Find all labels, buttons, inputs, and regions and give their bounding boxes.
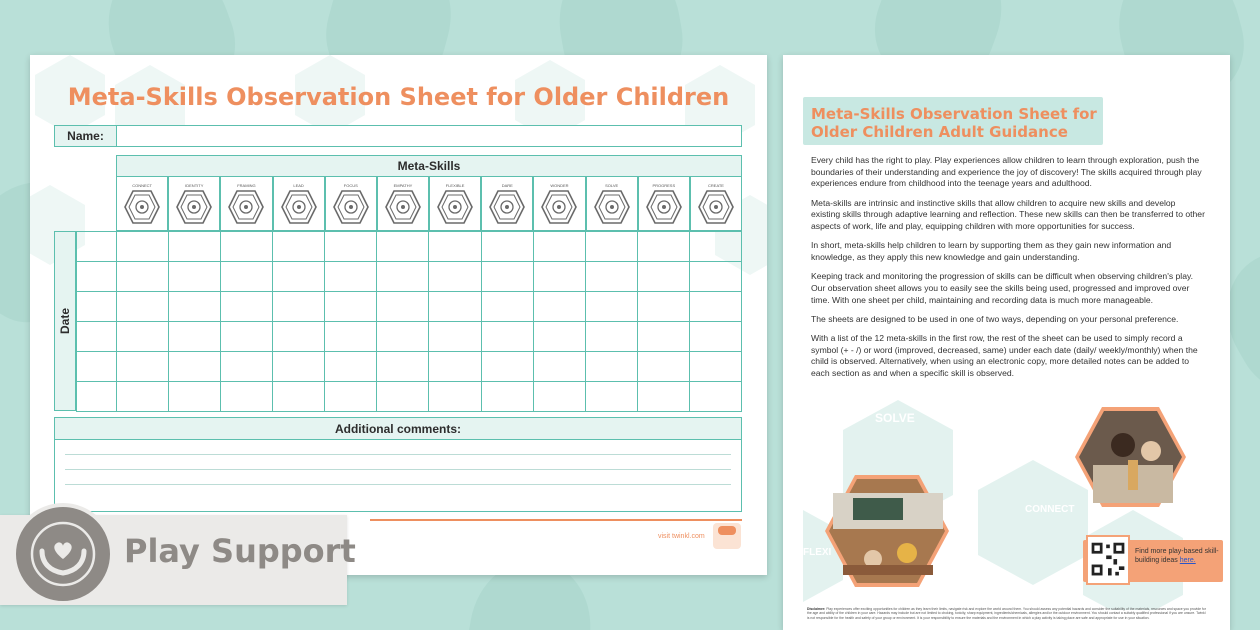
- dare-icon: [489, 190, 525, 224]
- observation-cell[interactable]: [689, 292, 741, 322]
- observation-cell[interactable]: [325, 232, 377, 262]
- observation-cell[interactable]: [429, 322, 481, 352]
- observation-cell[interactable]: [637, 322, 689, 352]
- observation-cell[interactable]: [221, 292, 273, 322]
- observation-cell[interactable]: [689, 382, 741, 412]
- observation-cell[interactable]: [533, 352, 585, 382]
- qr-code-icon[interactable]: [1086, 535, 1130, 585]
- observation-cell[interactable]: [689, 262, 741, 292]
- skill-label: IDENTITY: [185, 183, 204, 188]
- observation-cell[interactable]: [169, 322, 221, 352]
- identity-icon: [176, 190, 212, 224]
- observation-cell[interactable]: [585, 322, 637, 352]
- create-icon: [698, 190, 734, 224]
- date-column: [54, 231, 76, 411]
- disclaimer: [807, 607, 1207, 620]
- date-cell[interactable]: [77, 262, 117, 292]
- observation-cell[interactable]: [273, 352, 325, 382]
- observation-cell[interactable]: [221, 262, 273, 292]
- observation-cell[interactable]: [221, 352, 273, 382]
- progress-icon: [646, 190, 682, 224]
- comment-line: [65, 454, 731, 455]
- date-label: Date: [58, 307, 73, 335]
- guidance-paragraph: In short, meta-skills help children to learn by supporting them as they gain new information and knowledge, as they apply this new knowledge and gain understanding.: [811, 240, 1172, 262]
- date-cell[interactable]: [77, 292, 117, 322]
- skill-cell: [220, 177, 272, 231]
- comments-header: Additional comments:: [55, 418, 741, 440]
- classroom-photo-hands-up: [823, 473, 951, 589]
- skill-cell: [690, 177, 742, 231]
- deco-word: SOLVE: [875, 411, 915, 425]
- observation-cell[interactable]: [533, 232, 585, 262]
- name-field[interactable]: [117, 126, 741, 146]
- observation-cell[interactable]: [481, 262, 533, 292]
- observation-cell[interactable]: [533, 322, 585, 352]
- skill-cell: [533, 177, 585, 231]
- sheet-title: Meta-Skills Observation Sheet for Older Children: [67, 83, 730, 111]
- observation-cell[interactable]: [325, 322, 377, 352]
- observation-cell[interactable]: [377, 232, 429, 262]
- name-label: Name:: [55, 126, 117, 146]
- observation-cell[interactable]: [117, 262, 169, 292]
- observation-cell[interactable]: [377, 382, 429, 412]
- skill-label: FLEXIBLE: [445, 183, 465, 188]
- footer-url[interactable]: visit twinkl.com: [658, 533, 705, 540]
- wonder-icon: [541, 190, 577, 224]
- observation-cell[interactable]: [273, 382, 325, 412]
- guidance-title-line1: Meta-Skills Observation Sheet for: [811, 105, 1097, 123]
- table-row: [77, 292, 742, 322]
- connect-icon: [124, 190, 160, 224]
- guidance-title-line2: Older Children Adult Guidance: [811, 123, 1068, 141]
- observation-cell[interactable]: [637, 232, 689, 262]
- comment-line: [65, 469, 731, 470]
- twinkl-logo: [713, 523, 741, 549]
- comment-lines[interactable]: [55, 454, 741, 485]
- observation-cell[interactable]: [585, 352, 637, 382]
- empathy-icon: [385, 190, 421, 224]
- observation-cell[interactable]: [221, 322, 273, 352]
- observation-cell[interactable]: [169, 382, 221, 412]
- deco-word: FLEXI: [803, 547, 832, 558]
- qr-caption-text: Find more play-based skill-building ideas: [1135, 548, 1219, 564]
- meta-skills-header: Meta-Skills: [116, 155, 742, 177]
- observation-cell[interactable]: [637, 352, 689, 382]
- observation-cell[interactable]: [221, 232, 273, 262]
- observation-cell[interactable]: [325, 382, 377, 412]
- deco-word: CONNECT: [1025, 504, 1075, 515]
- observation-cell[interactable]: [481, 322, 533, 352]
- observation-cell[interactable]: [377, 262, 429, 292]
- observation-cell[interactable]: [585, 232, 637, 262]
- date-cell[interactable]: [77, 232, 117, 262]
- solve-icon: [594, 190, 630, 224]
- observation-cell[interactable]: [533, 262, 585, 292]
- table-row: [77, 382, 742, 412]
- skill-icon-row: [116, 177, 742, 231]
- table-row: [77, 262, 742, 292]
- observation-cell[interactable]: [325, 352, 377, 382]
- observation-cell[interactable]: [273, 262, 325, 292]
- observation-cell[interactable]: [377, 322, 429, 352]
- date-cell[interactable]: [77, 322, 117, 352]
- qr-caption: [1135, 547, 1223, 565]
- observation-cell[interactable]: [689, 322, 741, 352]
- skill-label: FRAMING: [237, 183, 256, 188]
- qr-link[interactable]: here.: [1179, 557, 1196, 564]
- observation-cell[interactable]: [325, 262, 377, 292]
- guidance-title: [811, 105, 1111, 141]
- skill-cell: [586, 177, 638, 231]
- observation-cell[interactable]: [169, 262, 221, 292]
- guidance-paragraph: Keeping track and monitoring the progression of skills can be difficult when observing children's play. Our observation sheet allows you to easily see the skills being used, progressed and improved over time. With one sheet per child, maintaining and recording data is much more manageable.: [811, 271, 1194, 305]
- observation-cell[interactable]: [585, 292, 637, 322]
- observation-cell[interactable]: [221, 382, 273, 412]
- observation-cell[interactable]: [117, 352, 169, 382]
- skill-cell: [273, 177, 325, 231]
- observation-cell[interactable]: [169, 352, 221, 382]
- guidance-paragraph: Meta-skills are intrinsic and instinctive skills that allow children to acquire new skills and develop existing skills through adaptive learning and reflection. These new skills can then be transferred to other aspects of work, life and play, equipping children with more opportunities for success.: [811, 197, 1205, 232]
- comment-line: [65, 484, 731, 485]
- observation-cell[interactable]: [481, 382, 533, 412]
- framing-icon: [228, 190, 264, 224]
- data-grid: [76, 231, 742, 412]
- table-row: [77, 322, 742, 352]
- observation-cell[interactable]: [481, 232, 533, 262]
- observation-cell[interactable]: [689, 352, 741, 382]
- skill-label: LEAD: [293, 183, 304, 188]
- skill-label: EMPATHY: [393, 183, 413, 188]
- observation-grid: [54, 155, 742, 411]
- table-row: [77, 352, 742, 382]
- guidance-paragraph: With a list of the 12 meta-skills in the first row, the rest of the sheet can be used to simply record a symbol (+ - /) or word (improved, decreased, same) under each date (daily/ weekly/monthly) when the child is observed. Alternatively, when using an electronic copy, more detailed notes can be added to each section as and when a specific skill is observed.: [811, 332, 1198, 379]
- skill-label: CONNECT: [132, 183, 152, 188]
- skill-cell: [429, 177, 481, 231]
- comments-box: [54, 417, 742, 512]
- footer-bar: [370, 519, 742, 521]
- disclaimer-label: Disclaimer:: [807, 607, 826, 611]
- skill-cell: [168, 177, 220, 231]
- classroom-photo-kids: [1073, 405, 1188, 509]
- skill-cell: [377, 177, 429, 231]
- skill-cell: [481, 177, 533, 231]
- lead-icon: [281, 190, 317, 224]
- disclaimer-text: Play experiences offer exciting opportunities for children as they learn their limits, navigate risk and explore the world around them. You should assess any potential hazards and consider the suitability of the materials, resources and space you provide for the age and ability of the children in your care. Hazards may include but are not limited to choking, toxicity, sharp equipment, ingredients/chemicals, allergies and/or the outdoor environment. You should contact a suitably qualified professional if you are unsure. Twinkl is not responsible for the health and safety of your group or environment. It is your responsibility to ensure the materials and the environment in which a play activity is taking place are safe and appropriate for use in your situation.: [807, 607, 1206, 620]
- guidance-paragraph: Every child has the right to play. Play experiences allow children to learn through exploration, push the boundaries of their understanding and experience the joy of discovery! The skills acquired through play experiences endure from childhood into the teenage years and adulthood.: [811, 155, 1202, 189]
- flexible-icon: [437, 190, 473, 224]
- date-cell[interactable]: [77, 382, 117, 412]
- skill-label: DARE: [501, 183, 513, 188]
- guidance-sheet: [783, 55, 1230, 630]
- observation-cell[interactable]: [273, 232, 325, 262]
- skill-label: FOCUS: [343, 183, 358, 188]
- play-support-label: Play Support: [124, 532, 356, 570]
- observation-cell[interactable]: [637, 382, 689, 412]
- observation-cell[interactable]: [169, 292, 221, 322]
- observation-cell[interactable]: [637, 292, 689, 322]
- skill-label: SOLVE: [605, 183, 619, 188]
- observation-cell[interactable]: [429, 382, 481, 412]
- observation-cell[interactable]: [117, 382, 169, 412]
- guidance-body: [811, 155, 1206, 387]
- observation-cell[interactable]: [325, 292, 377, 322]
- observation-cell[interactable]: [481, 352, 533, 382]
- observation-cell[interactable]: [585, 262, 637, 292]
- observation-cell[interactable]: [481, 292, 533, 322]
- skill-label: CREATE: [708, 183, 724, 188]
- observation-cell[interactable]: [585, 382, 637, 412]
- observation-cell[interactable]: [689, 232, 741, 262]
- observation-cell[interactable]: [429, 232, 481, 262]
- observation-cell[interactable]: [117, 232, 169, 262]
- table-row: [77, 232, 742, 262]
- hands-heart-icon: [12, 503, 114, 605]
- observation-cell[interactable]: [377, 292, 429, 322]
- date-cell[interactable]: [77, 352, 117, 382]
- skill-label: WONDER: [550, 183, 569, 188]
- observation-sheet: [30, 55, 767, 575]
- observation-cell[interactable]: [533, 382, 585, 412]
- observation-cell[interactable]: [429, 262, 481, 292]
- observation-cell[interactable]: [117, 292, 169, 322]
- observation-cell[interactable]: [637, 262, 689, 292]
- guidance-paragraph: The sheets are designed to be used in one of two ways, depending on your personal preference.: [811, 313, 1179, 324]
- skill-cell: [325, 177, 377, 231]
- skill-cell: [116, 177, 168, 231]
- observation-cell[interactable]: [273, 322, 325, 352]
- observation-cell[interactable]: [533, 292, 585, 322]
- observation-cell[interactable]: [273, 292, 325, 322]
- focus-icon: [333, 190, 369, 224]
- observation-cell[interactable]: [429, 292, 481, 322]
- skill-cell: [638, 177, 690, 231]
- skill-label: PROGRESS: [652, 183, 676, 188]
- observation-cell[interactable]: [377, 352, 429, 382]
- name-row: [54, 125, 742, 147]
- observation-cell[interactable]: [169, 232, 221, 262]
- observation-cell[interactable]: [429, 352, 481, 382]
- observation-cell[interactable]: [117, 322, 169, 352]
